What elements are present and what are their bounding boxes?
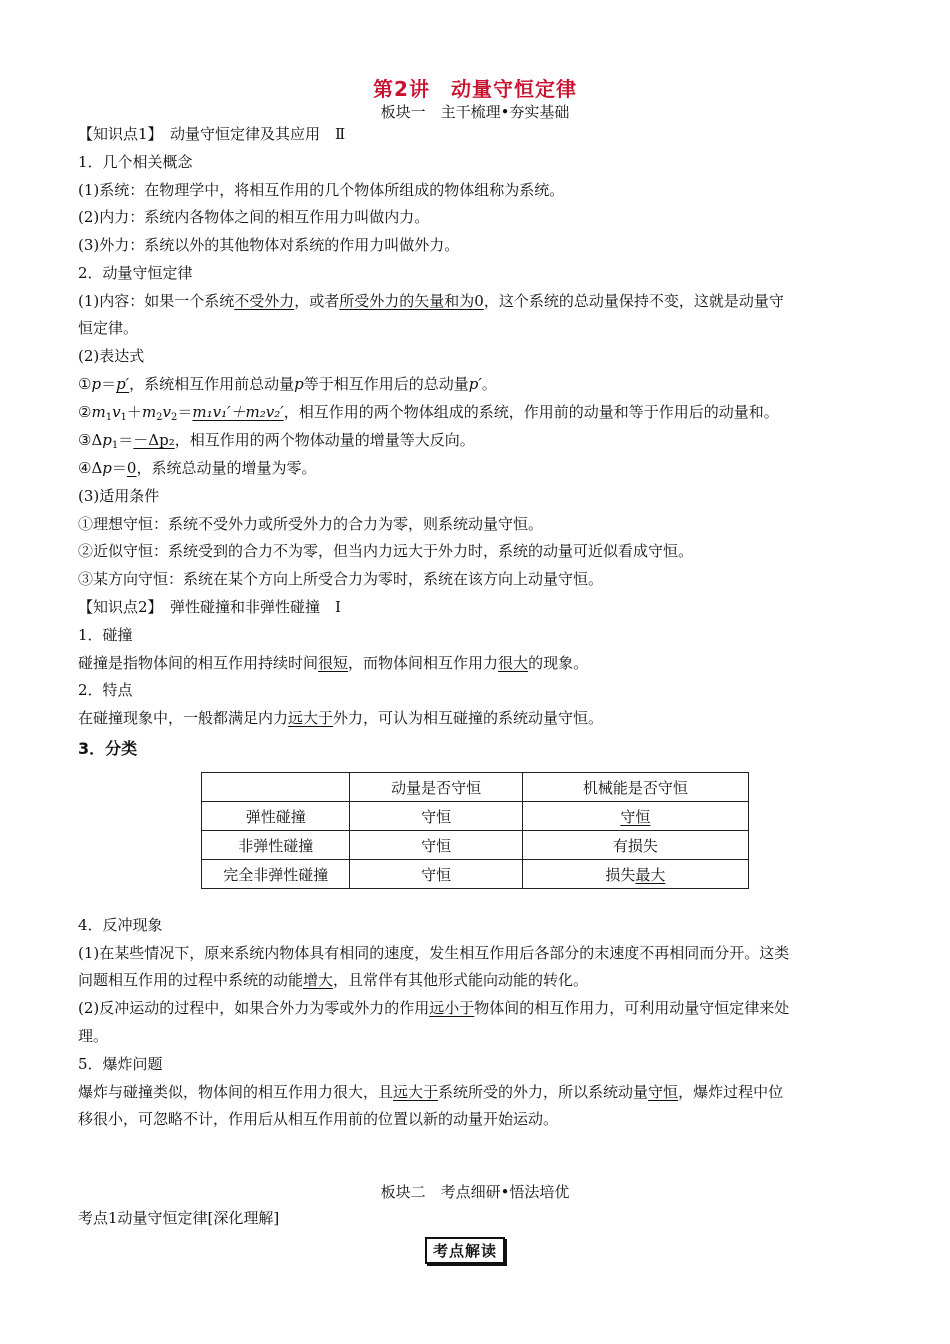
symbol: p	[102, 459, 112, 477]
subscript: 2	[156, 412, 163, 423]
table-header-cell: 机械能是否守恒	[522, 773, 748, 802]
classification-heading: 3．分类	[78, 739, 138, 758]
knowledge-point-2-heading: 【知识点2】 弹性碰撞和非弹性碰撞 Ⅰ	[78, 598, 341, 616]
text: 物体间的相互作用力，可利用动量守恒定律来处	[474, 999, 790, 1017]
explosion-heading: 5．爆炸问题	[78, 1055, 163, 1073]
underlined-answer: 增大	[303, 971, 334, 989]
text: ＝	[101, 375, 117, 393]
underlined-answer: 远小于	[429, 999, 475, 1017]
analysis-badge: 考点解读	[425, 1237, 505, 1264]
energy-cell	[522, 831, 748, 860]
text: ，系统总动量的增量为零。	[136, 459, 317, 477]
text: 。	[481, 375, 497, 393]
symbol: m	[91, 403, 106, 421]
text: ③Δ	[78, 431, 103, 449]
collision-type-cell: 完全非弹性碰撞	[202, 860, 350, 889]
knowledge-point-1-heading: 【知识点1】 动量守恒定律及其应用 Ⅱ	[78, 125, 346, 143]
collision-heading: 1．碰撞	[78, 626, 133, 644]
concept-internal-force: (2)内力：系统内各物体之间的相互作用力叫做内力。	[78, 208, 430, 226]
explosion-text-2: 移很小，可忽略不计，作用后从相互作用前的位置以新的动量开始运动。	[78, 1110, 559, 1128]
expression-heading: (2)表达式	[78, 347, 145, 365]
table-row	[202, 831, 749, 860]
recoil-text-4: 理。	[78, 1027, 109, 1045]
text: ，相互作用的两个物体动量的增量等大反向。	[174, 431, 475, 449]
recoil-text-3	[78, 998, 789, 1018]
topic-heading: 考点1动量守恒定律[深化理解]	[78, 1209, 280, 1227]
expression-2	[78, 402, 779, 428]
text: 外力，可认为相互碰撞的系统动量守恒。	[333, 709, 604, 727]
text: ＝	[111, 459, 127, 477]
text: ＝	[177, 403, 193, 421]
recoil-text-1: (1)在某些情况下，原来系统内物体具有相同的速度，发生相互作用后各部分的末速度不再相同而分开。这类	[78, 944, 790, 962]
feature-heading: 2．特点	[78, 681, 133, 699]
expression-3	[78, 430, 475, 456]
text: ，爆炸过程中位	[678, 1083, 784, 1101]
text: 等于相互作用后的总动量	[303, 375, 469, 393]
text: ＝	[118, 431, 134, 449]
subscript: 1	[120, 412, 127, 423]
momentum-cell: 守恒	[350, 831, 522, 860]
symbol: v	[162, 403, 172, 421]
concept-external-force: (3)外力：系统以外的其他物体对系统的作用力叫做外力。	[78, 236, 460, 254]
text: ，或者	[294, 292, 340, 310]
law-content-line1	[78, 291, 784, 311]
concepts-heading: 1．几个相关概念	[78, 153, 193, 171]
collision-definition	[78, 653, 588, 673]
underlined-answer: 0	[126, 459, 137, 477]
text: ，而物体间相互作用力	[348, 654, 499, 672]
conditions-heading: (3)适用条件	[78, 487, 160, 505]
text: ②	[78, 403, 92, 421]
table-row	[202, 860, 749, 889]
energy-cell	[522, 802, 748, 831]
collision-type-cell: 非弹性碰撞	[202, 831, 350, 860]
table-row	[202, 802, 749, 831]
text: 在碰撞现象中，一般都满足内力	[78, 709, 289, 727]
table-header-cell: 动量是否守恒	[350, 773, 522, 802]
underlined-answer: 很短	[318, 654, 349, 672]
text: ，相互作用的两个物体组成的系统，作用前的动量和等于作用后的动量和。	[283, 403, 779, 421]
section-two-title: 板块二 考点细研•悟法培优	[380, 1183, 570, 1201]
symbol: p	[102, 431, 112, 449]
symbol: p	[91, 375, 102, 393]
underlined-answer: 很大	[498, 654, 529, 672]
text: ，这个系统的总动量保持不变，这就是动量守	[483, 292, 784, 310]
condition-ideal: ①理想守恒：系统不受外力或所受外力的合力为零，则系统动量守恒。	[78, 515, 544, 533]
subscript: 2	[171, 412, 178, 423]
underlined-answer: 远大于	[393, 1083, 439, 1101]
text: 系统所受的外力，所以系统动量	[438, 1083, 649, 1101]
text: (2)反冲运动的过程中，如果合外力为零或外力的作用	[78, 999, 430, 1017]
text: (1)内容：如果一个系统	[78, 292, 235, 310]
underlined-answer: －Δp₂	[133, 431, 175, 449]
recoil-text-2	[78, 970, 588, 990]
condition-approximate: ②近似守恒：系统受到的合力不为零，但当内力远大于外力时，系统的动量可近似看成守恒。	[78, 542, 694, 560]
underlined-answer: p′	[116, 375, 130, 393]
underlined-answer: 所受外力的矢量和为0	[339, 292, 484, 310]
underlined-answer: 守恒	[648, 1083, 679, 1101]
text: ①	[78, 375, 92, 393]
feature-text	[78, 708, 603, 728]
text: ④Δ	[78, 459, 103, 477]
text: 有损失	[612, 836, 658, 855]
underlined-answer: 最大	[635, 865, 666, 884]
expression-1	[78, 374, 497, 394]
momentum-cell: 守恒	[350, 860, 522, 889]
recoil-heading: 4．反冲现象	[78, 916, 163, 934]
symbol: p	[294, 375, 304, 393]
subscript: 1	[105, 412, 113, 423]
underlined-answer: 不受外力	[234, 292, 295, 310]
underlined-answer: 守恒	[620, 807, 651, 826]
text: ，系统相互作用前总动量	[129, 375, 295, 393]
momentum-cell: 守恒	[350, 802, 522, 831]
underlined-answer: 远大于	[288, 709, 334, 727]
lecture-title: 第2讲 动量守恒定律	[373, 77, 577, 101]
concept-system: (1)系统：在物理学中，将相互作用的几个物体所组成的物体组称为系统。	[78, 181, 565, 199]
energy-cell	[522, 860, 748, 889]
text: 碰撞是指物体间的相互作用持续时间	[78, 654, 319, 672]
explosion-text-1	[78, 1082, 783, 1102]
law-content-line2: 恒定律。	[78, 319, 139, 337]
text: 问题相互作用的过程中系统的动能	[78, 971, 304, 989]
collision-classification-table	[201, 772, 749, 889]
table-header-row	[202, 773, 749, 802]
law-heading: 2．动量守恒定律	[78, 264, 193, 282]
section-one-title: 板块一 主干梳理•夯实基础	[380, 103, 570, 121]
table-header-cell	[202, 773, 350, 802]
text: ＋	[126, 403, 142, 421]
text: 的现象。	[528, 654, 589, 672]
symbol: v	[112, 403, 121, 421]
symbol: p′	[468, 375, 482, 393]
condition-direction: ③某方向守恒：系统在某个方向上所受合力为零时，系统在该方向上动量守恒。	[78, 570, 604, 588]
text: 爆炸与碰撞类似，物体间的相互作用力很大，且	[78, 1083, 394, 1101]
collision-type-cell: 弹性碰撞	[202, 802, 350, 831]
text: ，且常伴有其他形式能向动能的转化。	[333, 971, 589, 989]
symbol: m	[141, 403, 157, 421]
subscript: 1	[111, 440, 119, 451]
underlined-answer: m₁v₁′＋m₂v₂′	[192, 403, 284, 421]
text: 损失	[605, 865, 636, 884]
expression-4	[78, 458, 316, 478]
